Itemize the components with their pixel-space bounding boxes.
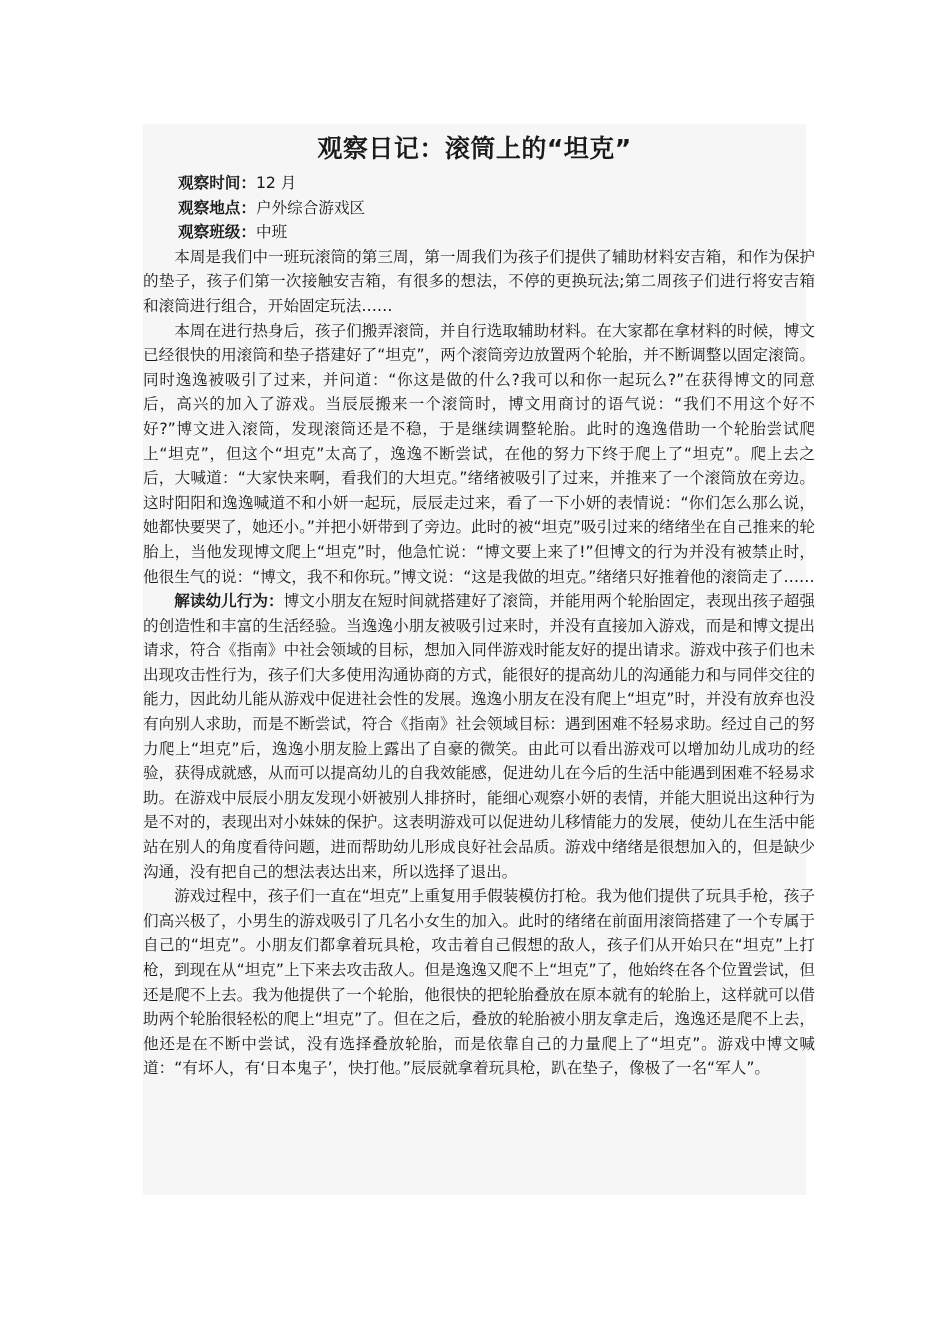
paragraph-game-process — [143, 884, 815, 1081]
paragraph-text: 本周在进行热身后，孩子们搬弄滚筒，并自行选取辅助材料。在大家都在拿材料的时候，博文已经很快的用滚筒和垫子搭建好了“坦克”，两个滚筒旁边放置两个轮胎，并不断调整以固定滚筒。同时逸逸被吸引了过来，并问道：“你这是做的什么?我可以和你一起玩么?”在获得博文的同意后，高兴的加入了游戏。当辰辰搬来一个滚筒时，博文用商讨的语气说：“我们不用这个好不好?”博文进入滚筒，发现滚筒还是不稳，于是继续调整轮胎。此时的逸逸借助一个轮胎尝试爬上“坦克”，但这个“坦克”太高了，逸逸不断尝试，在他的努力下终于爬上了“坦克”。爬上去之后，大喊道：“大家快来啊，看我们的大坦克。”绪绪被吸引了过来，并推来了一个滚筒放在旁边。这时阳阳和逸逸喊道不和小妍一起玩，辰辰走过来，看了一下小妍的表情说：“你们怎么那么说，她都快要哭了，她还小。”并把小妍带到了旁边。此时的被“坦克”吸引过来的绪绪坐在自己推来的轮胎上，当他发现博文爬上“坦克”时，他急忙说：“博文要上来了!”但博文的行为并没有被禁止时，他很生气的说：“博文，我不和你玩。”博文说：“这是我做的坦克。”绪绪只好推着他的滚筒走了…… — [143, 321, 815, 586]
meta-observation-location — [143, 196, 815, 221]
page-title: 观察日记：滚筒上的“坦克” — [317, 134, 632, 163]
meta-label: 观察地点： — [178, 198, 256, 217]
paragraph-interpretation — [143, 589, 815, 884]
meta-value: 中班 — [255, 223, 288, 242]
meta-value: 12 月 — [255, 174, 297, 192]
paragraph-text: 博文小朋友在短时间就搭建好了滚筒，并能用两个轮胎固定，表现出孩子超强的创造性和丰富的生活经验。当逸逸小朋友被吸引过来时，并没有直接加入游戏，而是和博文提出请求，符合《指南》中社会领域的目标，想加入同伴游戏时能友好的提出请求。游戏中孩子们也未出现攻击性行为，孩子们大多使用沟通协商的方式，能很好的提高幼儿的沟通能力和与同伴交往的能力，因此幼儿能从游戏中促进社会性的发展。逸逸小朋友在没有爬上“坦克”时，并没有放弃也没有向别人求助，而是不断尝试，符合《指南》社会领域目标：遇到困难不轻易求助。经过自己的努力爬上“坦克”后，逸逸小朋友脸上露出了自豪的微笑。由此可以看出游戏可以增加幼儿成功的经验，获得成就感，从而可以提高幼儿的自我效能感，促进幼儿在今后的生活中能遇到困难不轻易求助。在游戏中辰辰小朋友发现小妍被别人排挤时，能细心观察小妍的表情，并能大胆说出这种行为是不对的，表现出对小妹妹的保护。这表明游戏可以促进幼儿移情能力的发展，使幼儿在生活中能站在别人的角度看待问题，进而帮助幼儿形成良好社会品质。游戏中绪绪是很想加入的，但是缺少沟通，没有把自己的想法表达出来，所以选择了退出。 — [143, 592, 815, 881]
paragraph-intro — [143, 245, 815, 319]
meta-value: 户外综合游戏区 — [255, 198, 366, 217]
paragraph-text: 本周是我们中一班玩滚筒的第三周，第一周我们为孩子们提供了辅助材料安吉箱，和作为保护的垫子，孩子们第一次接触安吉箱，有很多的想法，不停的更换玩法;第二周孩子们进行将安吉箱和滚筒进行组合，开始固定玩法…… — [143, 247, 815, 315]
document-body — [143, 132, 815, 1081]
meta-observation-class — [143, 220, 815, 245]
meta-observation-time — [143, 171, 815, 196]
paragraph-text: 游戏过程中，孩子们一直在“坦克”上重复用手假装模仿打枪。我为他们提供了玩具手枪，孩子们高兴极了，小男生的游戏吸引了几名小女生的加入。此时的绪绪在前面用滚筒搭建了一个专属于自己的“坦克”。小朋友们都拿着玩具枪，攻击着自己假想的敌人，孩子们从开始只在“坦克”上打枪，到现在从“坦克”上下来去攻击敌人。但是逸逸又爬不上“坦克”了，他始终在各个位置尝试，但还是爬不上去。我为他提供了一个轮胎，他很快的把轮胎叠放在原本就有的轮胎上，这样就可以借助两个轮胎很轻松的爬上“坦克”了。但在之后，叠放的轮胎被小朋友拿走后，逸逸还是爬不上去，他还是在不断中尝试，没有选择叠放轮胎，而是依靠自己的力量爬上了“坦克”。游戏中博文喊道：“有坏人，有‘日本鬼子’，快打他。”辰辰就拿着玩具枪，趴在垫子，像极了一名“军人”。 — [143, 887, 815, 1078]
paragraph-label: 解读幼儿行为： — [174, 592, 284, 611]
meta-label: 观察时间： — [178, 174, 256, 192]
paragraph-observation — [143, 319, 815, 590]
meta-label: 观察班级： — [178, 223, 256, 242]
